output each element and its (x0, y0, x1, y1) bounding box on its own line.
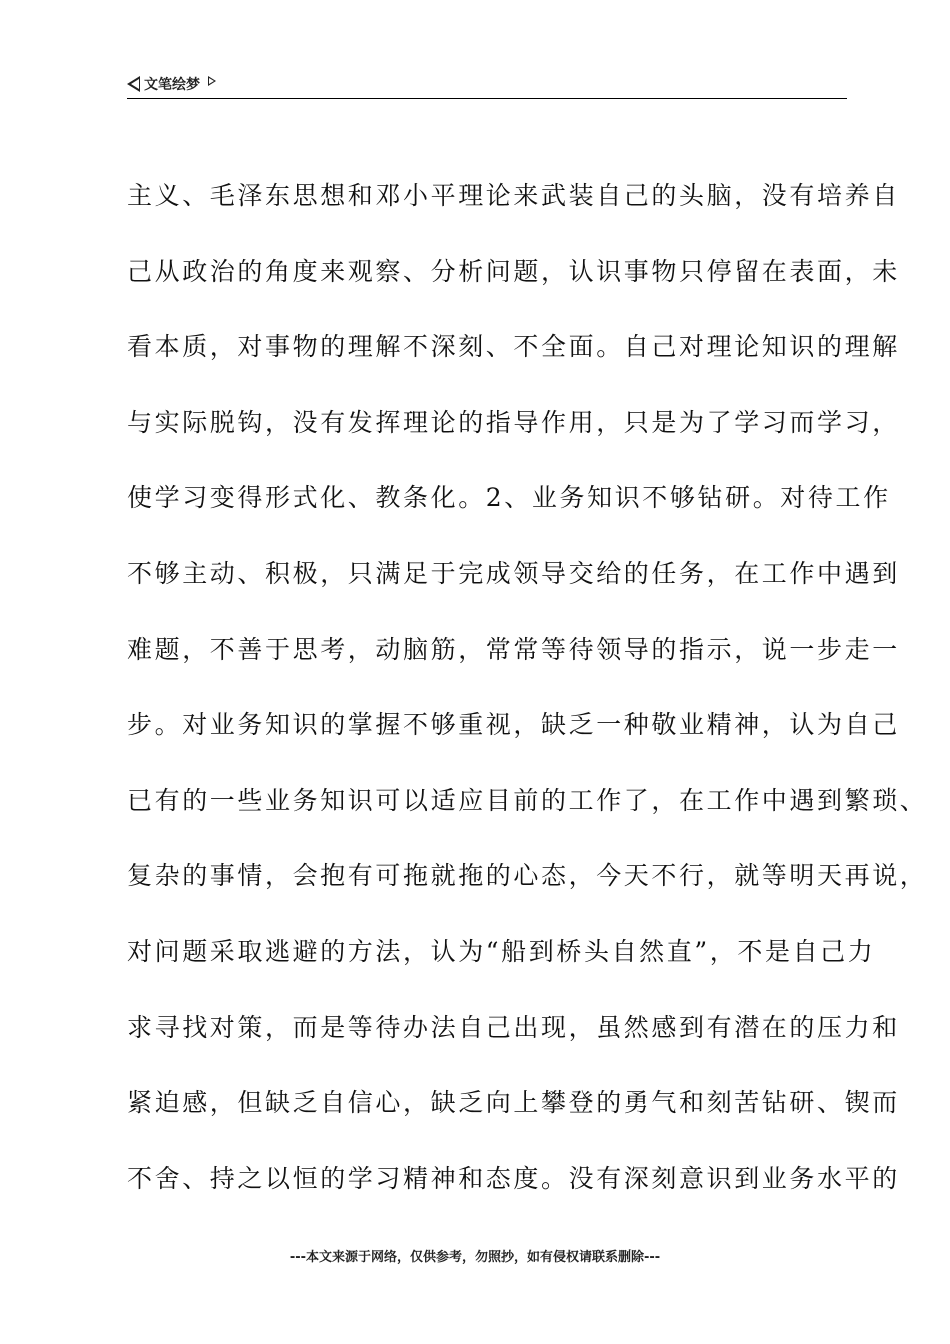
text-line: 不够主动、积极，只满足于完成领导交给的任务，在工作中遇到 (127, 558, 900, 588)
text-line: 不舍、持之以恒的学习精神和态度。没有深刻意识到业务水平的 (127, 1163, 900, 1193)
text-line: 复杂的事情，会抱有可拖就拖的心态，今天不行，就等明天再说， (127, 861, 928, 891)
text-line: 主义、毛泽东思想和邓小平理论来武装自己的头脑，没有培养自 (127, 181, 900, 210)
triangle-left-outline-icon (127, 76, 140, 92)
text-line: 看本质，对事物的理解不深刻、不全面。自己对理论知识的理解 (127, 332, 900, 362)
text-line: 已有的一些业务知识可以适应目前的工作了，在工作中遇到繁琐、 (127, 785, 928, 815)
text-line: 难题，不善于思考，动脑筋，常常等待领导的指示，说一步走一 (127, 634, 900, 664)
page-footer: ---本文来源于网络，仅供参考，勿照抄，如有侵权请联系删除--- (289, 1250, 661, 1265)
text-line: 对问题采取逃避的方法，认为“船到桥头自然直”，不是自己力 (127, 936, 876, 966)
page-header (127, 74, 847, 99)
text-line: 己从政治的角度来观察、分析问题，认识事物只停留在表面，未 (127, 256, 900, 286)
text-line: 求寻找对策，而是等待办法自己出现，虽然感到有潜在的压力和 (127, 1012, 900, 1042)
text-line: 使学习变得形式化、教条化。2、业务知识不够钻研。对待工作 (127, 483, 891, 513)
text-line: 与实际脱钩，没有发挥理论的指导作用，只是为了学习而学习， (127, 407, 900, 437)
header-row (127, 74, 847, 94)
body-text (127, 170, 928, 1228)
text-line: 步。对业务知识的掌握不够重视，缺乏一种敬业精神，认为自己 (127, 710, 900, 740)
triangle-right-outline-icon (208, 76, 216, 86)
header-title: 文笔绘梦 (144, 77, 200, 93)
text-line: 紧迫感，但缺乏自信心，缺乏向上攀登的勇气和刻苦钻研、锲而 (127, 1088, 900, 1118)
